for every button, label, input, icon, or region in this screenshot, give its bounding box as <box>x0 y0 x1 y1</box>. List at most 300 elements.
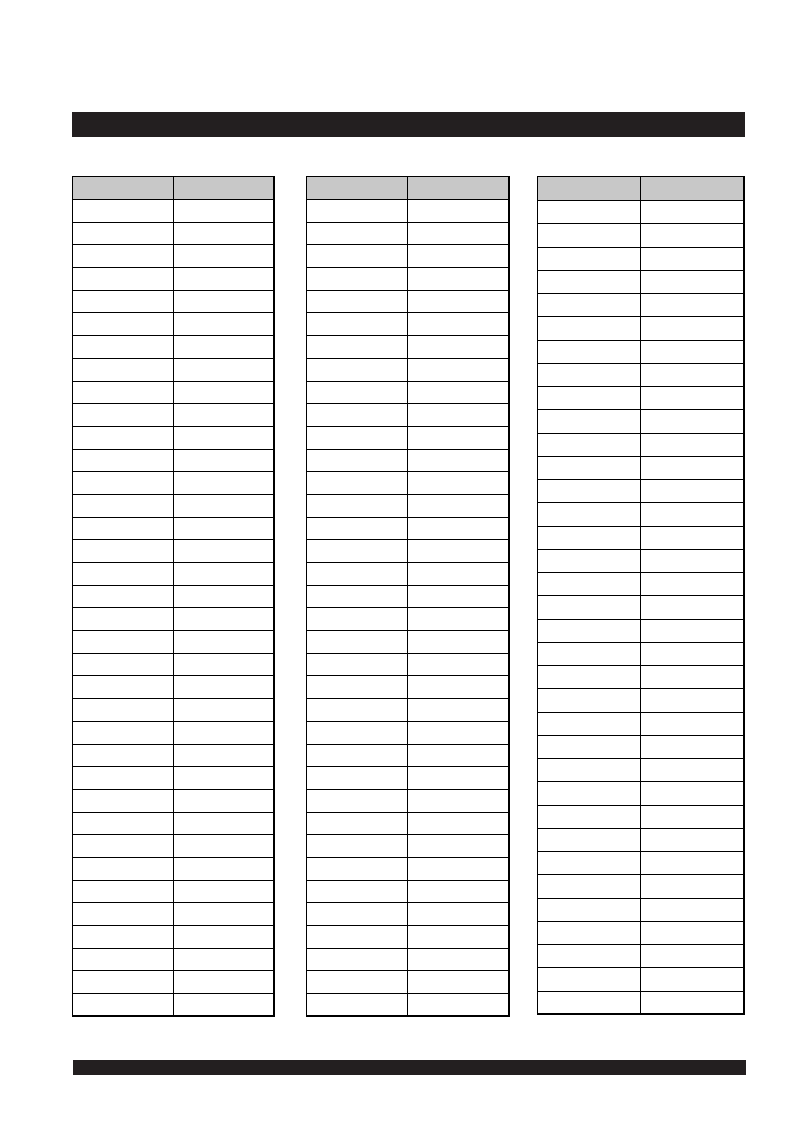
table-cell <box>538 596 641 619</box>
table-cell <box>641 828 744 851</box>
table-cell <box>538 573 641 596</box>
table-cell <box>307 608 408 631</box>
table-cell <box>173 631 274 654</box>
table-row <box>307 585 510 608</box>
table-cell <box>307 767 408 790</box>
table-cell <box>641 201 744 224</box>
table-row <box>307 313 510 336</box>
table-cell <box>73 517 174 540</box>
table-cell <box>408 994 509 1017</box>
table-cell <box>173 494 274 517</box>
table-cell <box>538 456 641 479</box>
table-cell <box>408 699 509 722</box>
table-cell <box>538 782 641 805</box>
table-row <box>73 494 275 517</box>
table-row <box>538 782 745 805</box>
table-row <box>307 540 510 563</box>
table-row <box>538 340 745 363</box>
table-row <box>538 480 745 503</box>
table-cell <box>307 631 408 654</box>
table-cell <box>307 835 408 858</box>
table-cell <box>408 290 509 313</box>
table-row <box>73 835 275 858</box>
table-row <box>307 744 510 767</box>
table-cell <box>538 921 641 944</box>
table-cell <box>307 948 408 971</box>
table-row <box>307 789 510 812</box>
table-cell <box>408 789 509 812</box>
column-header-2 <box>408 177 509 200</box>
table-row <box>73 268 275 291</box>
table-cell <box>641 852 744 875</box>
table-cell <box>307 994 408 1017</box>
table-row <box>73 404 275 427</box>
table-cell <box>641 921 744 944</box>
table-cell <box>408 426 509 449</box>
table-cell <box>73 381 174 404</box>
table-cell <box>538 666 641 689</box>
column-header-2 <box>641 177 744 201</box>
table-row <box>73 336 275 359</box>
table-cell <box>641 526 744 549</box>
table-cell <box>408 245 509 268</box>
table-cell <box>173 653 274 676</box>
table-cell <box>408 494 509 517</box>
table-cell <box>73 835 174 858</box>
table-row <box>538 317 745 340</box>
table-cell <box>408 268 509 291</box>
table-cell <box>641 270 744 293</box>
table-cell <box>538 201 641 224</box>
table-row <box>73 812 275 835</box>
table-row <box>307 517 510 540</box>
table-cell <box>173 903 274 926</box>
table-cell <box>538 828 641 851</box>
table-row <box>538 270 745 293</box>
table-row <box>307 336 510 359</box>
table-row <box>73 608 275 631</box>
table-row <box>538 294 745 317</box>
table-row <box>307 404 510 427</box>
table-row <box>73 540 275 563</box>
table-row <box>538 503 745 526</box>
table-row <box>538 596 745 619</box>
table-row <box>307 721 510 744</box>
table-cell <box>408 812 509 835</box>
table-cell <box>408 903 509 926</box>
table-row <box>538 410 745 433</box>
table-row <box>73 631 275 654</box>
table-cell <box>307 903 408 926</box>
table-row <box>73 381 275 404</box>
table-cell <box>408 835 509 858</box>
column-header-1 <box>307 177 408 200</box>
table-row <box>73 903 275 926</box>
table-cell <box>641 387 744 410</box>
table-cell <box>307 857 408 880</box>
table-cell <box>408 857 509 880</box>
table-row <box>538 666 745 689</box>
table-cell <box>173 449 274 472</box>
table-cell <box>173 336 274 359</box>
table-cell <box>641 759 744 782</box>
table-cell <box>73 744 174 767</box>
table-row <box>73 789 275 812</box>
table-body <box>307 200 510 1017</box>
table-row <box>538 991 745 1014</box>
table-cell <box>307 744 408 767</box>
table-cell <box>641 689 744 712</box>
table-cell <box>173 789 274 812</box>
table-cell <box>73 585 174 608</box>
table-cell <box>73 336 174 359</box>
table-cell <box>307 472 408 495</box>
table-cell <box>641 410 744 433</box>
table-cell <box>538 480 641 503</box>
blank-table-middle <box>306 176 510 1017</box>
table-cell <box>173 290 274 313</box>
table-cell <box>408 336 509 359</box>
table-cell <box>173 268 274 291</box>
table-cell <box>538 503 641 526</box>
table-cell <box>73 880 174 903</box>
table-row <box>73 426 275 449</box>
table-cell <box>641 712 744 735</box>
column-header-1 <box>73 177 174 200</box>
table-row <box>307 994 510 1017</box>
table-row <box>538 433 745 456</box>
table-cell <box>538 270 641 293</box>
table-cell <box>408 313 509 336</box>
table-cell <box>641 805 744 828</box>
table-cell <box>173 971 274 994</box>
table-cell <box>307 290 408 313</box>
table-row <box>73 926 275 949</box>
table-cell <box>73 313 174 336</box>
table-cell <box>538 689 641 712</box>
table-cell <box>73 767 174 790</box>
table-header-row <box>73 177 275 200</box>
table-cell <box>408 631 509 654</box>
table-cell <box>73 268 174 291</box>
table-cell <box>173 744 274 767</box>
table-cell <box>307 926 408 949</box>
table-cell <box>173 608 274 631</box>
table-cell <box>73 676 174 699</box>
table-cell <box>408 585 509 608</box>
table-cell <box>173 699 274 722</box>
table-row <box>538 735 745 758</box>
table-cell <box>538 852 641 875</box>
table-cell <box>538 712 641 735</box>
table-cell <box>173 358 274 381</box>
table-cell <box>641 549 744 572</box>
table-cell <box>538 642 641 665</box>
table-cell <box>538 247 641 270</box>
table-cell <box>307 585 408 608</box>
table-row <box>307 358 510 381</box>
table-header-row <box>538 177 745 201</box>
table-cell <box>307 313 408 336</box>
table-cell <box>73 948 174 971</box>
table-row <box>73 200 275 223</box>
table-row <box>73 585 275 608</box>
table-row <box>307 631 510 654</box>
table-cell <box>641 480 744 503</box>
table-cell <box>307 721 408 744</box>
table-row <box>73 744 275 767</box>
table-cell <box>538 526 641 549</box>
table-cell <box>173 222 274 245</box>
table-cell <box>173 812 274 835</box>
table-cell <box>641 456 744 479</box>
table-row <box>307 699 510 722</box>
table-cell <box>73 540 174 563</box>
table-cell <box>538 294 641 317</box>
table-cell <box>408 222 509 245</box>
table-cell <box>173 426 274 449</box>
table-cell <box>641 666 744 689</box>
table-body <box>73 200 275 1017</box>
table-cell <box>307 449 408 472</box>
table-row <box>538 921 745 944</box>
table-row <box>73 245 275 268</box>
table-cell <box>73 608 174 631</box>
table-cell <box>73 494 174 517</box>
footer-bar <box>73 1060 746 1075</box>
table-row <box>73 313 275 336</box>
table-cell <box>641 642 744 665</box>
column-header-2 <box>173 177 274 200</box>
table-cell <box>538 317 641 340</box>
table-row <box>73 857 275 880</box>
table-row <box>538 247 745 270</box>
table-cell <box>408 381 509 404</box>
table-cell <box>408 517 509 540</box>
table-cell <box>173 948 274 971</box>
table-cell <box>307 200 408 223</box>
table-cell <box>408 721 509 744</box>
table-cell <box>173 200 274 223</box>
table-cell <box>641 363 744 386</box>
table-cell <box>641 573 744 596</box>
table-row <box>538 945 745 968</box>
table-row <box>538 619 745 642</box>
table-row <box>307 381 510 404</box>
table-cell <box>641 945 744 968</box>
table-cell <box>73 631 174 654</box>
table-cell <box>173 517 274 540</box>
table-row <box>307 245 510 268</box>
table-cell <box>408 608 509 631</box>
table-cell <box>307 336 408 359</box>
table-cell <box>641 317 744 340</box>
table-cell <box>307 426 408 449</box>
table-cell <box>73 699 174 722</box>
table-row <box>73 767 275 790</box>
table-cell <box>641 991 744 1014</box>
table-cell <box>641 503 744 526</box>
table-cell <box>73 971 174 994</box>
table-cell <box>538 433 641 456</box>
table-cell <box>408 948 509 971</box>
table-row <box>73 653 275 676</box>
table-row <box>538 201 745 224</box>
table-cell <box>73 245 174 268</box>
table-row <box>538 526 745 549</box>
table-cell <box>538 224 641 247</box>
table-cell <box>307 517 408 540</box>
table-cell <box>73 290 174 313</box>
table-cell <box>73 857 174 880</box>
table-row <box>538 689 745 712</box>
table-row <box>73 994 275 1017</box>
table-cell <box>73 926 174 949</box>
table-cell <box>408 358 509 381</box>
table-row <box>307 653 510 676</box>
table-cell <box>641 968 744 991</box>
table-cell <box>173 472 274 495</box>
table-cell <box>538 805 641 828</box>
table-cell <box>641 294 744 317</box>
table-cell <box>307 358 408 381</box>
table-cell <box>307 268 408 291</box>
table-row <box>307 449 510 472</box>
table-row <box>307 426 510 449</box>
table-cell <box>408 449 509 472</box>
table-cell <box>538 898 641 921</box>
table-cell <box>173 313 274 336</box>
table-cell <box>641 340 744 363</box>
table-row <box>73 449 275 472</box>
table-cell <box>538 945 641 968</box>
table-cell <box>173 563 274 586</box>
table-cell <box>173 404 274 427</box>
table-row <box>307 857 510 880</box>
table-cell <box>173 381 274 404</box>
table-row <box>307 812 510 835</box>
table-cell <box>307 789 408 812</box>
table-row <box>307 767 510 790</box>
table-row <box>73 472 275 495</box>
table-cell <box>307 653 408 676</box>
table-row <box>307 926 510 949</box>
table-cell <box>173 585 274 608</box>
table-row <box>538 852 745 875</box>
table-cell <box>538 968 641 991</box>
table-cell <box>538 340 641 363</box>
table-row <box>307 608 510 631</box>
table-cell <box>408 767 509 790</box>
table-row <box>538 828 745 851</box>
table-row <box>538 387 745 410</box>
table-cell <box>408 880 509 903</box>
blank-table-right <box>537 176 745 1015</box>
table-cell <box>73 222 174 245</box>
table-cell <box>408 563 509 586</box>
table-cell <box>408 971 509 994</box>
table-cell <box>307 880 408 903</box>
table-cell <box>408 926 509 949</box>
column-header-1 <box>538 177 641 201</box>
table-row <box>538 224 745 247</box>
table-row <box>73 517 275 540</box>
table-cell <box>641 247 744 270</box>
table-cell <box>307 676 408 699</box>
table-header-row <box>307 177 510 200</box>
table-row <box>73 290 275 313</box>
table-cell <box>73 404 174 427</box>
table-row <box>307 268 510 291</box>
table-cell <box>173 835 274 858</box>
table-row <box>538 573 745 596</box>
blank-table-left <box>72 176 275 1017</box>
table-cell <box>538 875 641 898</box>
table-row <box>538 363 745 386</box>
table-cell <box>538 991 641 1014</box>
table-row <box>73 971 275 994</box>
table-cell <box>538 410 641 433</box>
table-cell <box>173 857 274 880</box>
table-cell <box>307 245 408 268</box>
table-cell <box>641 596 744 619</box>
header-bar <box>72 112 745 137</box>
table-cell <box>73 426 174 449</box>
table-cell <box>641 782 744 805</box>
table-cell <box>307 222 408 245</box>
table-row <box>307 971 510 994</box>
table-cell <box>173 245 274 268</box>
table-cell <box>408 404 509 427</box>
table-cell <box>73 563 174 586</box>
table-row <box>307 676 510 699</box>
table-row <box>538 456 745 479</box>
table-cell <box>538 619 641 642</box>
table-row <box>538 712 745 735</box>
table-row <box>538 549 745 572</box>
table-body <box>538 201 745 1015</box>
table-cell <box>408 744 509 767</box>
table-cell <box>538 759 641 782</box>
table-cell <box>307 971 408 994</box>
table-row <box>307 948 510 971</box>
table-cell <box>307 494 408 517</box>
table-row <box>538 759 745 782</box>
table-row <box>538 642 745 665</box>
table-row <box>307 835 510 858</box>
table-cell <box>73 812 174 835</box>
table-cell <box>173 721 274 744</box>
table-cell <box>73 653 174 676</box>
table-cell <box>307 812 408 835</box>
table-row <box>73 563 275 586</box>
table-cell <box>173 926 274 949</box>
table-cell <box>73 994 174 1017</box>
table-cell <box>173 994 274 1017</box>
table-cell <box>538 735 641 758</box>
table-cell <box>408 676 509 699</box>
table-cell <box>73 789 174 812</box>
table-row <box>73 358 275 381</box>
table-row <box>307 494 510 517</box>
table-cell <box>408 540 509 563</box>
table-cell <box>641 898 744 921</box>
table-cell <box>408 472 509 495</box>
table-cell <box>73 903 174 926</box>
table-row <box>307 472 510 495</box>
table-row <box>307 880 510 903</box>
table-row <box>307 563 510 586</box>
